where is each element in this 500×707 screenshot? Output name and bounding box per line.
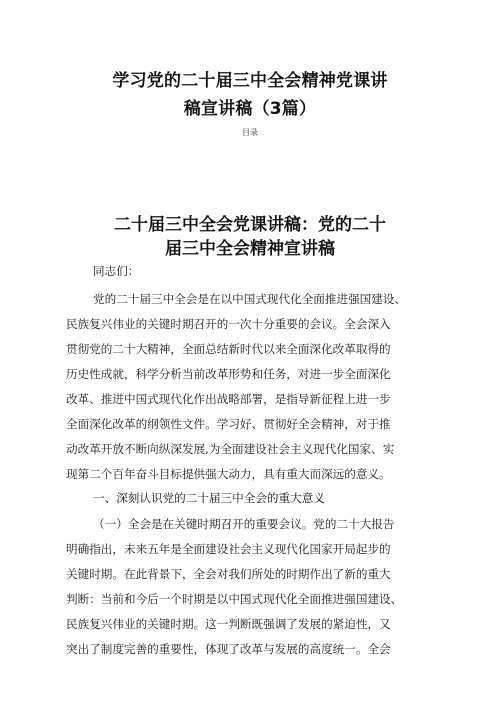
paragraph-2-line: 明确指出，未来五年是全面建设社会主义现代化国家开局起步的 <box>66 542 391 556</box>
article-title-line-2: 届三中全会精神宣讲稿 <box>165 239 335 259</box>
paragraph-1-line: 民族复兴伟业的关键时期召开的一次十分重要的会议。全会深入 <box>66 317 391 331</box>
document-title-line-2: 稿宣讲稿（3篇） <box>183 99 317 119</box>
paragraph-2-line: 判断：当前和今后一个时期是以中国式现代化全面推进强国建设、 <box>66 592 403 606</box>
paragraph-1-line: 贯彻党的二十大精神，全面总结新时代以来全面深化改革取得的 <box>66 342 391 356</box>
paragraph-1-line: 历史性成就，科学分析当前改革形势和任务，对进一步全面深化 <box>66 367 391 381</box>
toc-label: 目录 <box>242 128 258 137</box>
paragraph-1-line: 现第二个百年奋斗目标提供强大动力，具有重大而深远的意义。 <box>66 467 391 481</box>
paragraph-2-line: 突出了制度完善的重要性，体现了改革与发展的高度统一。全会 <box>66 642 391 656</box>
document-title-line-1: 学习党的二十届三中全会精神党课讲 <box>112 71 388 91</box>
salutation: 同志们： <box>93 264 140 278</box>
paragraph-1-line: 全面深化改革的纲领性文件。学习好、贯彻好全会精神，对于推 <box>66 417 391 431</box>
paragraph-2-line: 民族复兴伟业的关键时期。这一判断既强调了发展的紧迫性，又 <box>66 617 391 631</box>
paragraph-2-line: （一）全会是在关键时期召开的重要会议。党的二十大报告 <box>93 517 395 531</box>
paragraph-1-line: 动改革开放不断向纵深发展,为全面建设社会主义现代化国家、实 <box>66 442 395 456</box>
paragraph-1-line: 改革、推进中国式现代化作出战略部署，是指导新征程上进一步 <box>66 392 391 406</box>
paragraph-2-line: 关键时期。在此背景下，全会对我们所处的时期作出了新的重大 <box>66 567 391 581</box>
article-title-line-1: 二十届三中全会党课讲稿：党的二十 <box>114 215 386 235</box>
paragraph-1-line: 党的二十届三中全会是在以中国式现代化全面推进强国建设、 <box>93 292 407 306</box>
section-1-heading: 一、深刻认识党的二十届三中全会的重大意义 <box>93 491 325 505</box>
